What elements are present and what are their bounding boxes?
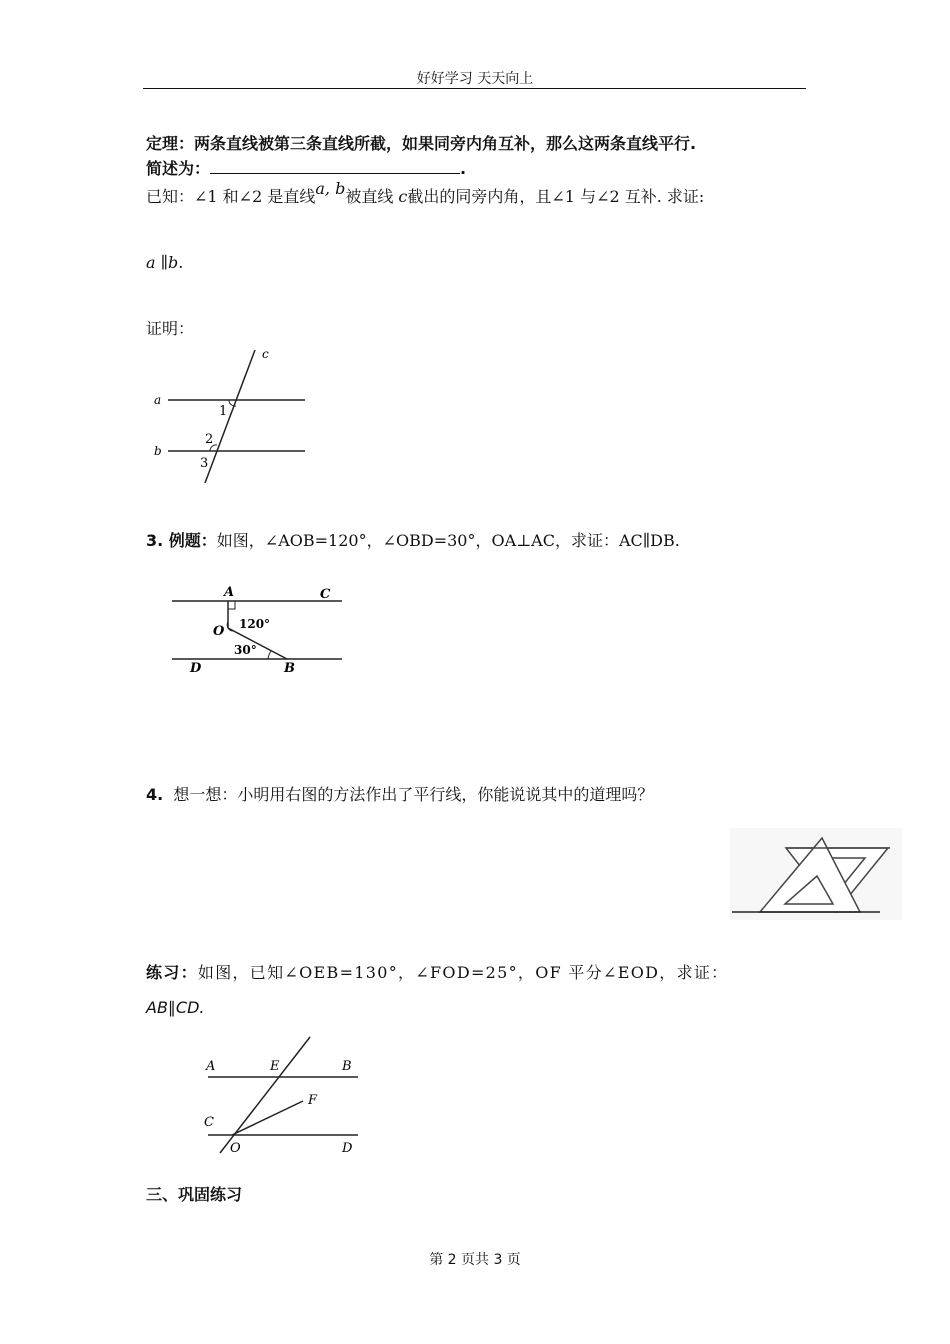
theorem-summary — [146, 156, 466, 179]
header-divider — [143, 88, 806, 89]
conclusion-ab: a ∥b — [146, 253, 179, 272]
label-a: a — [154, 393, 162, 407]
angle-30-arc — [268, 651, 271, 659]
think4-number: 4. — [146, 785, 164, 804]
given-lines-ab: a, b — [315, 179, 346, 198]
exercise — [146, 960, 728, 983]
figure-example3 — [170, 580, 350, 680]
label-O: O — [213, 624, 225, 639]
label-B: B — [284, 661, 295, 676]
label-O3: O — [230, 1141, 241, 1156]
given-text — [146, 179, 705, 207]
conclusion-end: . — [178, 253, 184, 272]
label-c: c — [262, 347, 269, 361]
label-angle-2: 2 — [205, 432, 214, 447]
figure-set-squares — [730, 828, 902, 920]
ray-of — [232, 1101, 303, 1135]
summary-label: 简述为： — [146, 159, 211, 178]
label-C: C — [320, 587, 331, 602]
line-c — [205, 350, 255, 483]
think4 — [146, 782, 653, 805]
label-angle-3: 3 — [200, 456, 209, 471]
think4-text: 想一想：小明用右图的方法作出了平行线，你能说说其中的道理吗？ — [173, 785, 654, 804]
given-conclusion — [146, 253, 183, 272]
figure-exercise — [200, 1035, 365, 1157]
label-F3: F — [308, 1093, 318, 1108]
section3-title: 三、巩固练习 — [146, 1185, 243, 1204]
label-A: A — [224, 585, 235, 600]
given-part-b: 被直线 — [345, 187, 394, 206]
label-angle-120: 120° — [239, 617, 271, 631]
label-C3: C — [204, 1115, 214, 1130]
example3-text: 如图，∠AOB=120°，∠OBD=30°，OA⊥AC，求证：AC∥DB. — [216, 531, 680, 550]
exercise-text: 如图，已知∠OEB=130°，∠FOD=25°，OF 平分∠EOD，求证： — [197, 963, 729, 982]
right-angle-mark — [228, 601, 235, 609]
given-part-c: 截出的同旁内角，且∠1 与∠2 互补. 求证: — [407, 187, 705, 206]
page-header: 好好学习 天天向上 — [416, 71, 534, 87]
label-D3: D — [342, 1141, 353, 1156]
page-footer: 第 2 页共 3 页 — [429, 1252, 521, 1268]
exercise-label: 练习： — [146, 963, 198, 982]
given-part-a: 已知：∠1 和∠2 是直线 — [146, 187, 316, 206]
label-b: b — [154, 444, 162, 458]
label-D: D — [190, 661, 202, 676]
label-angle-1: 1 — [219, 404, 228, 419]
example3-number: 3. 例题： — [146, 531, 217, 550]
theorem-statement: 定理：两条直线被第三条直线所截，如果同旁内角互补，那么这两条直线平行. — [146, 134, 697, 153]
exercise-conclusion: AB∥CD. — [146, 998, 205, 1017]
summary-blank — [210, 157, 460, 174]
given-line-c: c — [398, 187, 408, 206]
label-E3: E — [270, 1059, 280, 1074]
proof-label: 证明： — [146, 319, 195, 338]
label-A3: A — [206, 1059, 216, 1074]
label-B3: B — [342, 1059, 352, 1074]
figure-parallel-lines-transversal — [150, 345, 315, 490]
example3 — [146, 528, 680, 551]
label-angle-30: 30° — [234, 643, 257, 657]
summary-end: . — [460, 159, 467, 178]
